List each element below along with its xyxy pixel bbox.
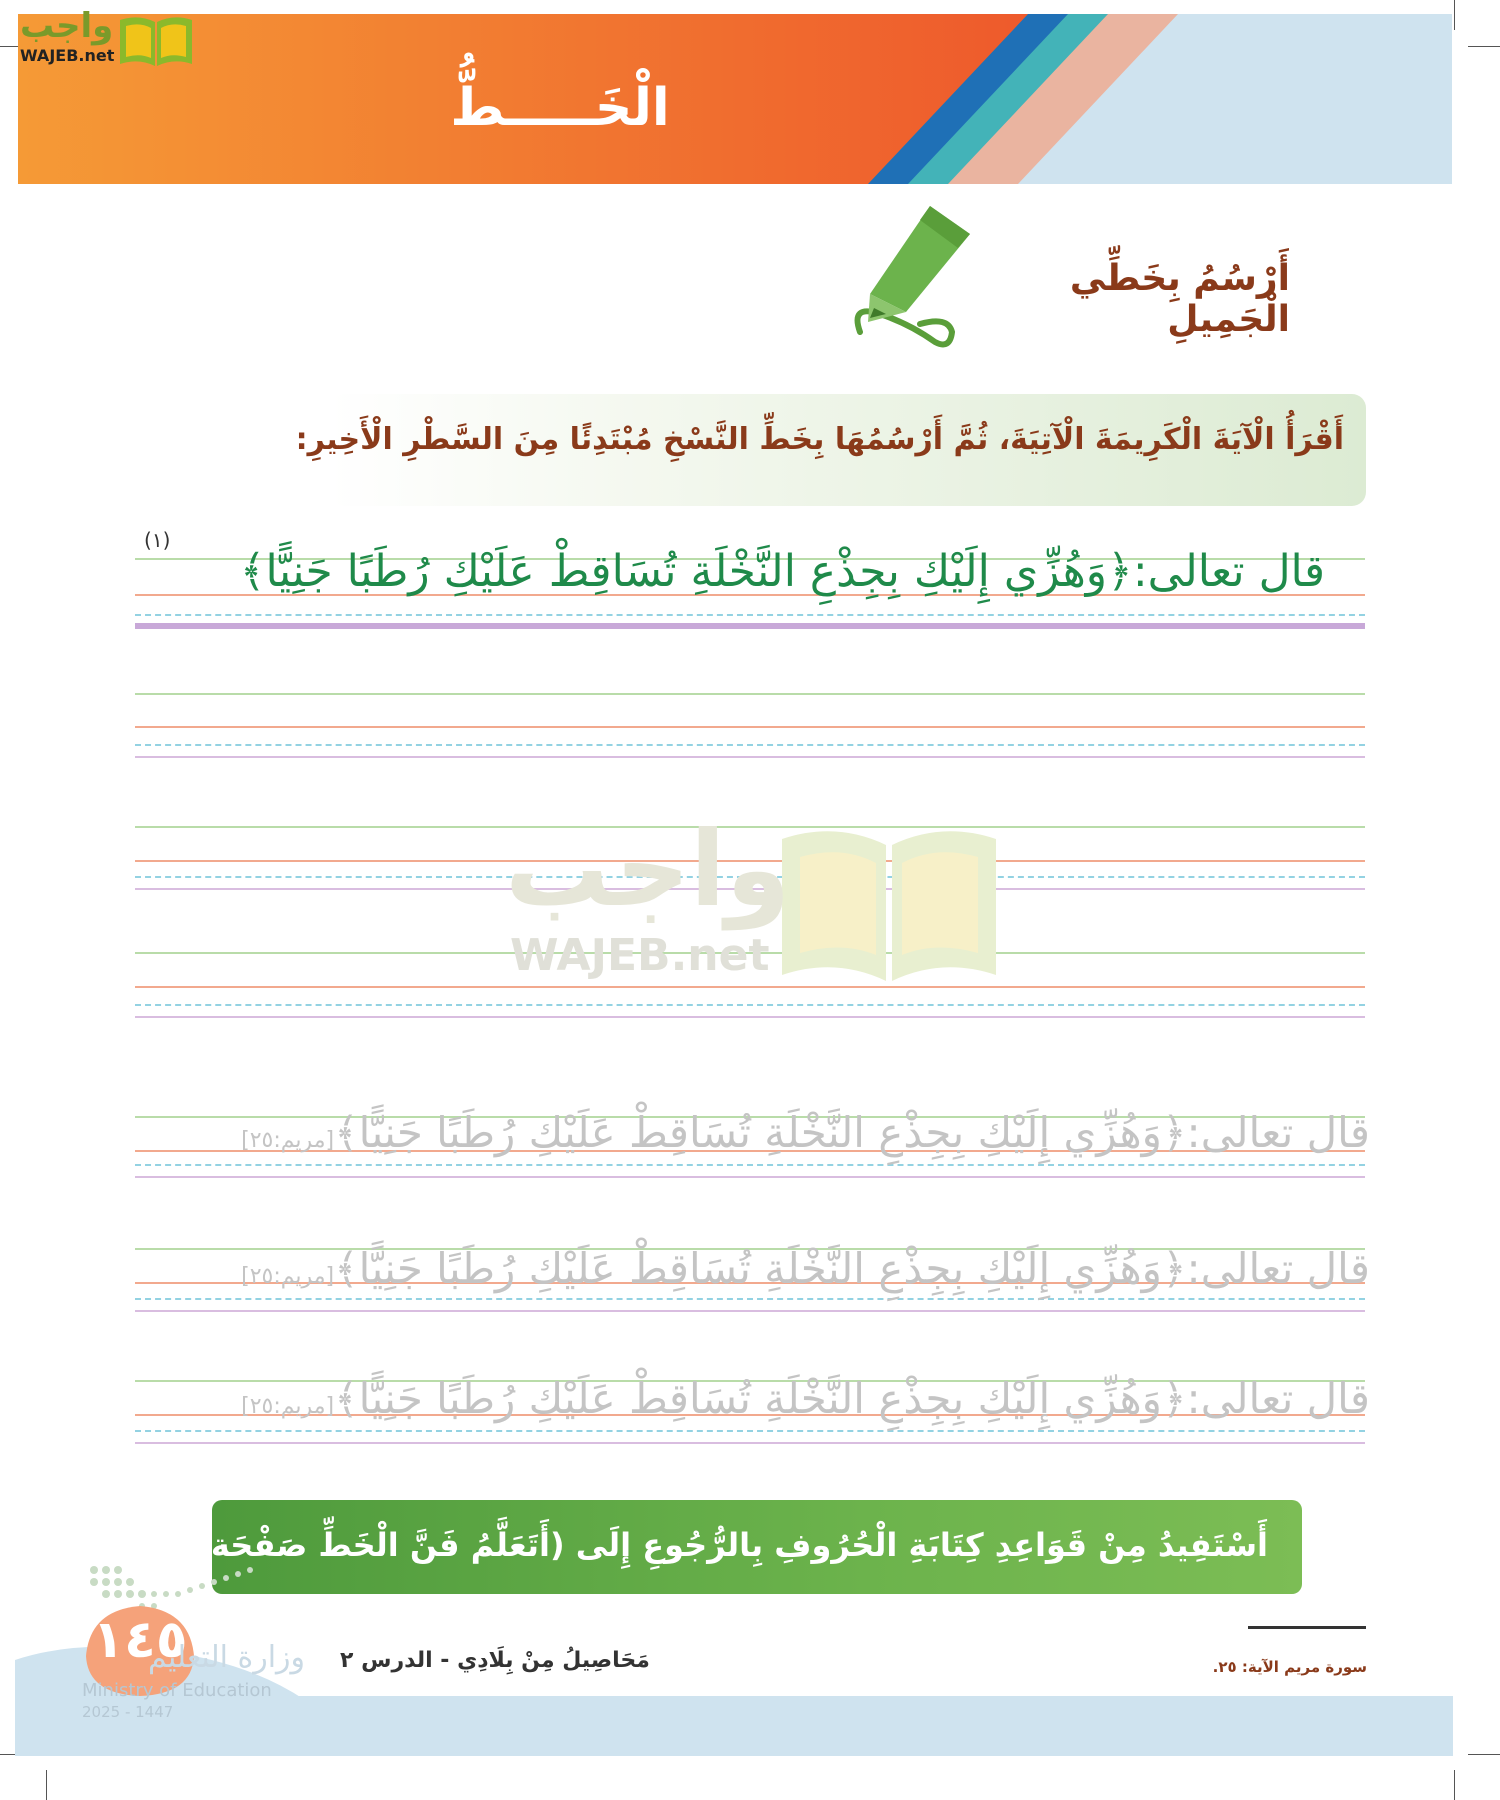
ministry-year: 2025 - 1447: [82, 1703, 174, 1721]
trace-verse: [241, 1374, 1370, 1423]
guide-line: [135, 1004, 1365, 1006]
guide-line: [135, 744, 1365, 746]
guide-line: [135, 756, 1365, 758]
crop-mark: [1454, 0, 1455, 30]
guide-line: [135, 1176, 1365, 1178]
tip-text: أَسْتَفِيدُ مِنْ قَوَاعِدِ كِتَابَةِ الْحُرُوفِ بِالرُّجُوعِ إِلَى (أَتَعَلَّمُ فَنَّ الْخَطِّ صَفْحَة ١٦).: [133, 1526, 1268, 1564]
lesson-label: مَحَاصِيلُ مِنْ بِلَادِي - الدرس ٢: [340, 1648, 650, 1673]
logo-arabic-text: واجب: [20, 6, 114, 46]
ministry-name-english: Ministry of Education: [82, 1680, 272, 1701]
footnote-marker: (١): [144, 528, 171, 552]
guide-line: [135, 693, 1365, 695]
logo-english-text: WAJEB.net: [20, 46, 115, 65]
trace-verse-text: قال تعالى:﴿وَهُزِّي إِلَيْكِ بِجِذْعِ النَّخْلَةِ تُسَاقِطْ عَلَيْكِ رُطَبًا جَنِيًّا﴾: [334, 1244, 1370, 1293]
crop-mark: [1468, 1754, 1500, 1755]
guide-line: [135, 1430, 1365, 1432]
section-heading: أَرْسُمُ بِخَطِّي الْجَمِيلِ: [1069, 258, 1290, 340]
instruction-text: أَقْرَأُ الْآيَةَ الْكَرِيمَةَ الْآتِيَةَ، ثُمَّ أَرْسُمُهَا بِخَطِّ النَّسْخِ مُبْتَدِئًا مِنَ السَّطْرِ الْأَخِيرِ:: [295, 422, 1344, 457]
verse-text: قال تعالى:﴿وَهُزِّي إِلَيْكِ بِجِذْعِ النَّخْلَةِ تُسَاقِطْ عَلَيْكِ رُطَبًا جَنِيًّا﴾: [239, 546, 1325, 597]
crop-mark: [1468, 46, 1500, 47]
guide-line: [135, 1164, 1365, 1166]
guide-line: [135, 623, 1365, 629]
guide-line: [135, 1016, 1365, 1018]
footnote-text: سورة مريم الآية: ٢٥.: [1212, 1658, 1367, 1676]
guide-line: [135, 986, 1365, 988]
trace-verse-reference: [مريم:٢٥]: [241, 1264, 335, 1289]
trace-verse: [241, 1108, 1370, 1157]
guide-line: [135, 1310, 1365, 1312]
trace-verse-text: قال تعالى:﴿وَهُزِّي إِلَيْكِ بِجِذْعِ النَّخْلَةِ تُسَاقِطْ عَلَيْكِ رُطَبًا جَنِيًّا﴾: [334, 1108, 1370, 1157]
guide-line: [135, 726, 1365, 728]
trace-verse-reference: [مريم:٢٥]: [241, 1128, 335, 1153]
trace-verse-text: قال تعالى:﴿وَهُزِّي إِلَيْكِ بِجِذْعِ النَّخْلَةِ تُسَاقِطْ عَلَيْكِ رُطَبًا جَنِيًّا﴾: [334, 1374, 1370, 1423]
trace-verse-reference: [مريم:٢٥]: [241, 1394, 335, 1419]
watermark-arabic: واجب: [505, 808, 791, 930]
page-number: ١٤٥: [92, 1610, 188, 1670]
ministry-name-arabic: وزارة التعليم: [148, 1640, 306, 1675]
guide-line: [135, 614, 1365, 616]
guide-line: [135, 1442, 1365, 1444]
guide-line: [135, 1298, 1365, 1300]
instruction-box: [295, 394, 1366, 506]
crop-mark: [1454, 1770, 1455, 1800]
tip-box: [133, 1500, 1302, 1594]
crop-mark: [46, 1770, 47, 1800]
page-title: الْخَـــــطُّ: [450, 78, 670, 138]
watermark-english: WAJEB.net: [510, 930, 770, 981]
book-icon: [118, 12, 194, 68]
trace-verse: [241, 1244, 1370, 1293]
footnote-rule: [1248, 1626, 1366, 1629]
watermark-book-icon: [776, 815, 1002, 983]
logo: [8, 6, 192, 70]
